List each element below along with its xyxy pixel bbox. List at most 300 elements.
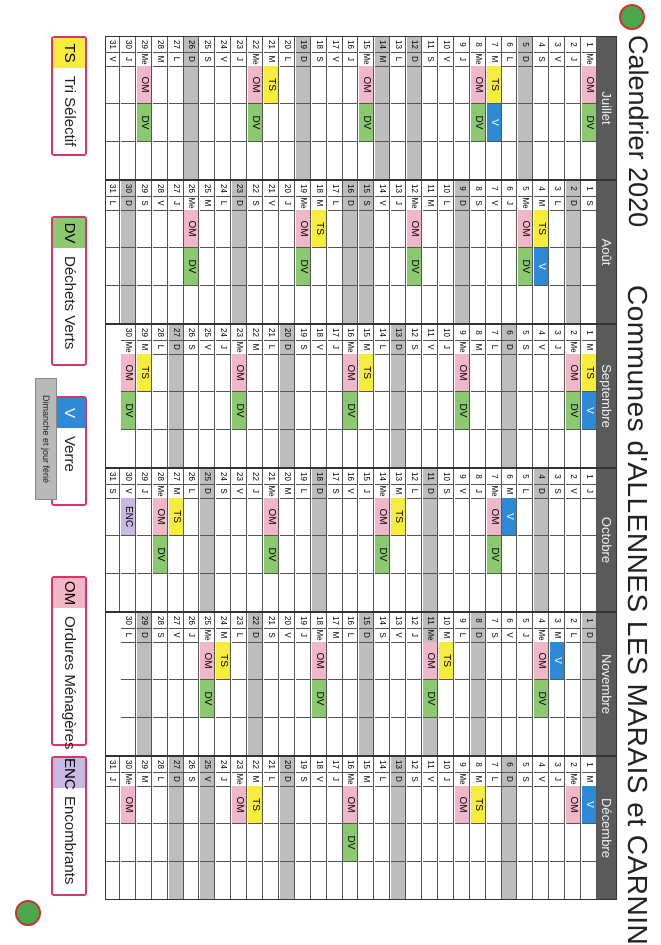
day-row [359,181,374,323]
day-number: 1 [582,325,596,341]
collection-cell [328,66,342,104]
day-number: 21 [264,325,278,341]
day-letter: L [105,196,119,211]
collection-cell [359,786,373,824]
collection-cell [550,718,564,757]
collection-cell [566,536,580,574]
collection-cell [216,862,230,901]
day-letter: M [582,772,596,787]
collection-cell [280,680,294,718]
day-row [439,757,454,899]
day-number: 12 [407,613,421,629]
day-row [439,613,454,755]
collection-cell [455,286,469,325]
collection-cell [248,680,262,718]
day-row [487,613,502,755]
collection-cell [407,430,421,469]
logo-left [619,4,645,30]
collection-cell [582,680,596,718]
collection-cell [200,354,214,392]
day-row [248,181,263,323]
day-row [121,37,136,179]
collection-cell [375,642,389,680]
day-number: 17 [328,469,342,485]
collection-cell: DV [121,392,135,430]
collection-cell [550,536,564,574]
collection-cell [296,862,310,901]
collection-cell [582,248,596,286]
collection-cell [169,66,183,104]
collection-cell: DV [312,680,326,718]
day-letter: Me [407,196,421,211]
collection-cell [121,642,135,680]
collection-cell [439,498,453,536]
day-row [455,613,470,755]
day-number: 6 [503,325,517,341]
day-row [375,325,390,467]
day-number: 6 [503,181,517,197]
collection-cell [312,862,326,901]
collection-cell [232,574,246,613]
day-row [312,37,327,179]
collection-cell [518,642,532,680]
day-letter: J [391,196,405,211]
day-row [264,469,279,611]
month-header: Décembre [597,757,616,899]
day-row [216,37,231,179]
day-number: 5 [518,325,532,341]
collection-cell [455,430,469,469]
month-header: Novembre [597,613,616,755]
day-row [423,757,438,899]
collection-cell [264,392,278,430]
day-number: 12 [407,37,421,53]
collection-cell [471,286,485,325]
day-row [439,37,454,179]
collection-cell [487,718,501,757]
collection-cell [153,66,167,104]
collection-cell: OM [121,786,135,824]
day-letter: L [153,772,167,787]
day-letter: L [344,628,358,643]
day-letter: S [200,52,214,67]
legend-code: ENC [53,758,85,788]
legend-code: TS [53,38,85,68]
day-number: 1 [582,181,596,197]
day-number: 24 [216,757,230,773]
collection-cell [105,824,119,862]
day-number: 1 [582,757,596,773]
day-row [248,469,263,611]
collection-cell [344,430,358,469]
day-letter: V [200,772,214,787]
day-row [153,613,168,755]
page-title [615,35,655,945]
collection-cell: DV [518,248,532,286]
day-number: 11 [423,469,437,485]
day-row [391,37,406,179]
collection-cell [439,66,453,104]
collection-cell [137,536,151,574]
day-number: 13 [391,325,405,341]
day-letter: D [566,196,580,211]
collection-cell [391,354,405,392]
collection-cell [439,392,453,430]
collection-cell: TS [312,210,326,248]
day-number: 28 [153,37,167,53]
collection-cell [185,824,199,862]
day-row [518,757,533,899]
collection-cell: TS [169,498,183,536]
collection-cell [487,354,501,392]
day-letter: V [280,628,294,643]
day-number: 2 [566,325,580,341]
month-2 [105,324,617,468]
day-row [312,181,327,323]
collection-cell [296,66,310,104]
collection-cell [423,430,437,469]
day-number: 15 [359,757,373,773]
collection-cell [216,430,230,469]
collection-cell [185,286,199,325]
collection-cell [518,680,532,718]
day-number: 9 [455,37,469,53]
day-number: 3 [550,469,564,485]
day-row [359,469,374,611]
collection-cell [423,104,437,142]
day-number: 20 [280,469,294,485]
collection-cell [407,786,421,824]
collection-cell [503,430,517,469]
day-letter: V [200,340,214,355]
collection-cell [503,536,517,574]
day-number: 3 [550,37,564,53]
day-row [534,613,549,755]
day-number: 25 [200,37,214,53]
day-number: 26 [185,325,199,341]
day-number: 26 [185,469,199,485]
collection-cell [232,430,246,469]
collection-cell [391,392,405,430]
day-number: 13 [391,613,405,629]
collection-cell: OM [518,210,532,248]
collection-cell [439,862,453,901]
collection-cell: DV [359,104,373,142]
day-letter: M [439,628,453,643]
day-row [137,37,152,179]
day-letter: D [582,628,596,643]
collection-cell [280,354,294,392]
day-number: 3 [550,325,564,341]
day-letter: J [296,628,310,643]
day-row [328,613,343,755]
day-letter: J [359,484,373,499]
collection-cell [185,104,199,142]
day-row [121,325,136,467]
collection-cell [534,104,548,142]
collection-cell [534,824,548,862]
day-row [328,757,343,899]
collection-cell [550,354,564,392]
collection-cell [200,66,214,104]
collection-cell [455,248,469,286]
day-letter: L [264,772,278,787]
collection-cell [518,786,532,824]
day-letter: M [423,196,437,211]
day-letter: V [391,628,405,643]
collection-cell [169,248,183,286]
day-number: 7 [487,37,501,53]
day-row [153,181,168,323]
day-row [391,757,406,899]
day-letter: L [455,628,469,643]
collection-cell [280,718,294,757]
day-number: 31 [105,757,119,773]
collection-cell [216,574,230,613]
collection-cell [200,536,214,574]
collection-cell [280,498,294,536]
collection-cell: OM [423,642,437,680]
collection-cell [503,680,517,718]
day-letter: S [296,772,310,787]
collection-cell [200,574,214,613]
legend-label: Verre [61,436,78,472]
day-row [121,181,136,323]
collection-cell [439,786,453,824]
collection-cell [503,104,517,142]
day-number: 10 [439,469,453,485]
collection-cell [391,536,405,574]
day-number: 11 [423,613,437,629]
collection-cell [423,718,437,757]
collection-cell [296,430,310,469]
collection-cell [359,680,373,718]
day-letter: D [200,484,214,499]
collection-cell [216,142,230,181]
collection-cell [296,680,310,718]
day-number: 14 [375,757,389,773]
day-number: 11 [423,37,437,53]
day-row [582,37,597,179]
collection-cell [216,680,230,718]
day-row [232,181,247,323]
collection-cell: OM [153,498,167,536]
month-header: Juillet [597,37,616,179]
collection-cell [232,210,246,248]
collection-cell [359,574,373,613]
day-row [455,469,470,611]
day-letter: L [153,340,167,355]
day-letter: V [423,772,437,787]
day-number: 23 [232,37,246,53]
day-letter: S [550,484,564,499]
collection-cell [200,786,214,824]
day-letter: Me [185,196,199,211]
day-number: 9 [455,613,469,629]
day-number: 29 [137,469,151,485]
day-row [455,325,470,467]
day-letter: Me [232,772,246,787]
day-letter: M [328,628,342,643]
day-row [375,613,390,755]
day-number: 19 [296,37,310,53]
collection-cell [455,536,469,574]
collection-cell [566,248,580,286]
collection-cell [534,862,548,901]
collection-cell [312,536,326,574]
day-row [359,325,374,467]
collection-cell [582,498,596,536]
collection-cell [471,824,485,862]
day-letter: J [471,484,485,499]
day-number: 16 [344,325,358,341]
day-letter: M [391,484,405,499]
collection-cell [200,142,214,181]
collection-cell [216,786,230,824]
day-number: 17 [328,613,342,629]
collection-cell [407,536,421,574]
collection-cell [423,354,437,392]
day-letter: J [328,340,342,355]
collection-cell [566,824,580,862]
collection-cell [471,210,485,248]
day-letter: D [232,196,246,211]
collection-cell [264,286,278,325]
collection-cell [264,680,278,718]
legend-code: DV [53,218,85,248]
day-row [185,613,200,755]
collection-cell [503,824,517,862]
collection-cell [582,642,596,680]
collection-cell [328,104,342,142]
collection-cell [169,210,183,248]
collection-cell [264,142,278,181]
collection-cell [455,142,469,181]
day-number: 9 [455,757,469,773]
collection-cell [200,210,214,248]
collection-cell [534,574,548,613]
collection-cell [216,718,230,757]
day-row [200,37,215,179]
day-row [121,757,136,899]
day-letter: S [248,196,262,211]
day-number: 15 [359,181,373,197]
day-number: 24 [216,613,230,629]
day-number: 28 [153,757,167,773]
day-row [534,757,549,899]
day-row [248,37,263,179]
day-row [582,469,597,611]
collection-cell [566,66,580,104]
day-letter: V [455,484,469,499]
day-letter: S [216,484,230,499]
collection-cell [550,286,564,325]
day-row [264,613,279,755]
day-number: 4 [534,613,548,629]
collection-cell [518,574,532,613]
legend-item-om [51,576,87,750]
collection-cell [423,824,437,862]
collection-cell [471,718,485,757]
collection-cell [471,142,485,181]
collection-cell [185,142,199,181]
collection-cell: DV [423,680,437,718]
day-letter: M [153,52,167,67]
day-number: 4 [534,181,548,197]
collection-cell [534,498,548,536]
holiday-legend: Dimanche et jour férié [35,378,57,500]
collection-cell [375,104,389,142]
day-number: 21 [264,181,278,197]
collection-cell [137,862,151,901]
collection-cell [582,210,596,248]
day-letter: V [121,484,135,499]
collection-cell [137,718,151,757]
collection-cell [328,430,342,469]
collection-cell [216,536,230,574]
day-number: 23 [232,757,246,773]
day-row [153,325,168,467]
day-letter: J [503,196,517,211]
day-number: 21 [264,757,278,773]
collection-cell [312,248,326,286]
day-row [566,757,581,899]
day-row [169,37,184,179]
collection-cell [153,574,167,613]
collection-cell [534,430,548,469]
day-row [169,613,184,755]
collection-cell [280,66,294,104]
collection-cell [518,824,532,862]
day-row [264,181,279,323]
day-row [566,181,581,323]
collection-cell [375,718,389,757]
day-number: 30 [121,613,135,629]
day-letter: Me [296,196,310,211]
collection-cell [185,430,199,469]
day-number: 9 [455,469,469,485]
collection-cell [296,536,310,574]
day-number: 18 [312,181,326,197]
collection-cell [280,392,294,430]
collection-cell [328,642,342,680]
day-number: 31 [105,37,119,53]
collection-cell [216,286,230,325]
collection-cell: OM [582,66,596,104]
day-row [566,325,581,467]
day-letter: L [487,340,501,355]
day-row [344,469,359,611]
collection-cell: DV [487,536,501,574]
collection-cell [280,248,294,286]
collection-cell [582,142,596,181]
day-letter: L [264,340,278,355]
day-row [216,613,231,755]
collection-cell [153,786,167,824]
collection-cell [550,104,564,142]
collection-cell [391,574,405,613]
day-number: 1 [582,469,596,485]
day-number: 1 [582,37,596,53]
collection-cell [137,574,151,613]
day-number: 8 [471,37,485,53]
day-number: 3 [550,181,564,197]
day-number: 20 [280,37,294,53]
collection-cell: TS [248,786,262,824]
collection-cell [550,142,564,181]
day-number: 16 [344,469,358,485]
day-row [391,325,406,467]
